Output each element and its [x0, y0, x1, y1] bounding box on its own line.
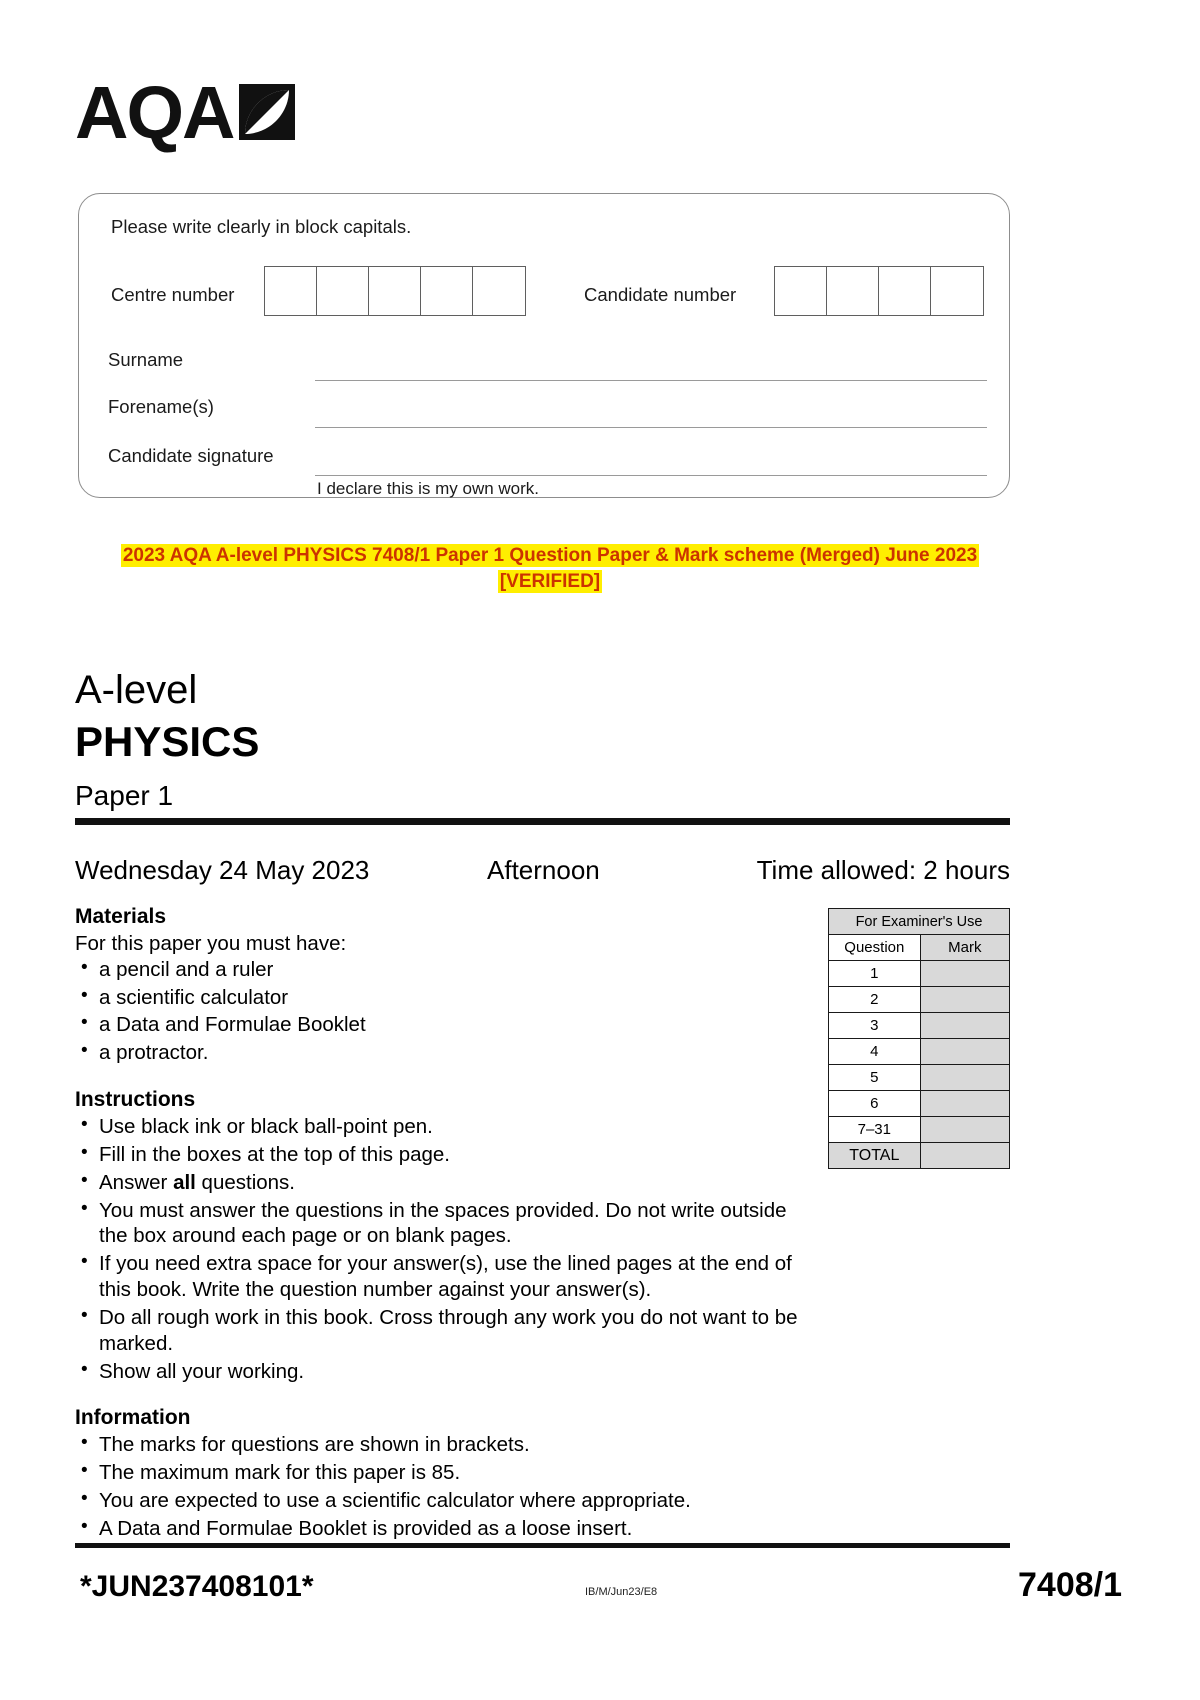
candidate-number-cell[interactable]	[827, 267, 879, 315]
information-list	[75, 1432, 805, 1541]
question-range: 7–31	[829, 1117, 921, 1143]
surname-input[interactable]	[315, 380, 987, 381]
table-row	[829, 1091, 1010, 1117]
answer-prefix: Answer	[99, 1170, 174, 1194]
list-item: • The maximum mark for this paper is 85.	[75, 1460, 805, 1486]
list-item: • You must answer the questions in the spaces provided. Do not write outside the box around each page or on blank pages.	[75, 1198, 805, 1250]
question-number: 2	[829, 987, 921, 1013]
table-row	[829, 1039, 1010, 1065]
list-item: • a scientific calculator	[75, 985, 805, 1011]
table-row	[829, 1117, 1010, 1143]
mark-cell[interactable]	[920, 1013, 1009, 1039]
banner-line-1: 2023 AQA A-level PHYSICS 7408/1 Paper 1 Question Paper & Mark scheme (Merged) June 2023	[122, 545, 978, 566]
forenames-input[interactable]	[315, 427, 987, 428]
table-row	[829, 961, 1010, 987]
paper-number: Paper 1	[75, 780, 174, 811]
question-number: 1	[829, 961, 921, 987]
total-label: TOTAL	[829, 1143, 921, 1169]
mark-cell[interactable]	[920, 987, 1009, 1013]
list-item: • A Data and Formulae Booklet is provided as a loose insert.	[75, 1516, 805, 1542]
list-item	[75, 1170, 805, 1196]
list-item: • a Data and Formulae Booklet	[75, 1012, 805, 1038]
page-title: PHYSICS	[75, 718, 260, 765]
centre-number-cell[interactable]	[473, 267, 525, 315]
instructions-list	[75, 1114, 805, 1384]
aqa-leaf-icon	[239, 84, 295, 140]
col-header-question: Question	[829, 935, 921, 961]
list-item: • You are expected to use a scientific calculator where appropriate.	[75, 1488, 805, 1514]
centre-number-cell[interactable]	[369, 267, 421, 315]
instructions-content	[75, 905, 805, 1544]
question-number: 4	[829, 1039, 921, 1065]
mark-cell[interactable]	[920, 1039, 1009, 1065]
question-number: 3	[829, 1013, 921, 1039]
candidate-signature-input[interactable]	[315, 475, 987, 476]
information-heading: Information	[75, 1406, 191, 1430]
aqa-logo	[75, 71, 295, 154]
centre-number-cell[interactable]	[421, 267, 473, 315]
mark-cell[interactable]	[920, 1091, 1009, 1117]
highlighted-banner	[90, 543, 1010, 594]
candidate-number-label: Candidate number	[584, 284, 737, 305]
examiner-use-table	[828, 908, 1010, 1169]
question-number: 5	[829, 1065, 921, 1091]
candidate-details-box	[78, 193, 1010, 498]
paper-code: 7408/1	[1018, 1566, 1122, 1604]
mark-cell[interactable]	[920, 961, 1009, 987]
forenames-label: Forename(s)	[108, 396, 214, 417]
list-item: • If you need extra space for your answer(s), use the lined pages at the end of this book. Write the question number against your answer(s).	[75, 1251, 805, 1303]
list-item: • Show all your working.	[75, 1359, 805, 1385]
candidate-number-cell[interactable]	[931, 267, 983, 315]
examiner-table-title: For Examiner's Use	[829, 909, 1010, 935]
candidate-signature-label: Candidate signature	[108, 445, 274, 466]
qualification-level: A-level	[75, 668, 198, 712]
exam-meta-row	[75, 855, 1010, 889]
bold-all: all	[173, 1170, 196, 1194]
centre-number-cell[interactable]	[317, 267, 369, 315]
total-mark-cell[interactable]	[920, 1143, 1009, 1169]
list-item: • Fill in the boxes at the top of this page.	[75, 1142, 805, 1168]
candidate-number-cell[interactable]	[879, 267, 931, 315]
question-number: 6	[829, 1091, 921, 1117]
candidate-number-cell[interactable]	[775, 267, 827, 315]
divider-bottom	[75, 1543, 1010, 1548]
table-row	[829, 987, 1010, 1013]
declaration-text: I declare this is my own work.	[317, 479, 540, 498]
materials-heading: Materials	[75, 905, 167, 928]
centre-number-cell[interactable]	[265, 267, 317, 315]
table-row	[829, 1143, 1010, 1169]
time-allowed: Time allowed: 2 hours	[756, 855, 1010, 885]
list-item: • Use black ink or black ball-point pen.	[75, 1114, 805, 1140]
exam-session: Afternoon	[487, 855, 600, 885]
mark-cell[interactable]	[920, 1065, 1009, 1091]
table-row	[829, 935, 1010, 961]
list-item: • a pencil and a ruler	[75, 957, 805, 983]
surname-label: Surname	[108, 349, 184, 370]
table-row	[829, 1013, 1010, 1039]
table-row	[829, 909, 1010, 935]
divider-top	[75, 818, 1010, 825]
centre-number-label: Centre number	[111, 284, 235, 305]
banner-line-2: [VERIFIED]	[499, 570, 601, 592]
answer-suffix: questions.	[195, 1170, 296, 1194]
candidate-number-input[interactable]	[774, 266, 984, 316]
exam-date: Wednesday 24 May 2023	[75, 855, 370, 885]
list-item: • The marks for questions are shown in brackets.	[75, 1432, 805, 1458]
list-item: • Do all rough work in this book. Cross through any work you do not want to be marked.	[75, 1305, 805, 1357]
barcode-text: *JUN237408101*	[80, 1570, 314, 1603]
table-row	[829, 1065, 1010, 1091]
print-code: IB/M/Jun23/E8	[585, 1586, 658, 1598]
instructions-heading: Instructions	[75, 1088, 196, 1112]
centre-number-input[interactable]	[264, 266, 526, 316]
materials-intro: For this paper you must have:	[75, 932, 347, 955]
aqa-logo-text: AQA	[75, 71, 234, 154]
materials-list	[75, 957, 805, 1066]
block-capitals-note: Please write clearly in block capitals.	[111, 216, 412, 237]
mark-cell[interactable]	[920, 1117, 1009, 1143]
col-header-mark: Mark	[920, 935, 1009, 961]
list-item: • a protractor.	[75, 1040, 805, 1066]
